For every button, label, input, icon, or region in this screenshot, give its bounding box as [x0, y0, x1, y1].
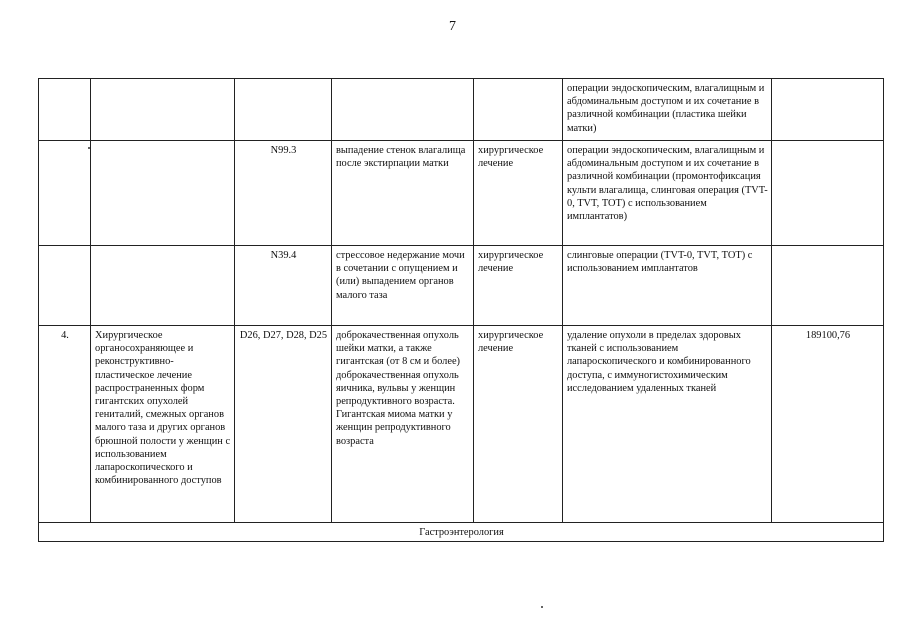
icd-code: N39.4 [235, 246, 332, 326]
patient-model: стрессовое недержание мочи в сочетании с опущением и (или) выпадением органов малого таза [332, 246, 474, 326]
patient-model [332, 79, 474, 141]
table-row [39, 79, 884, 141]
treatment-method: операции эндоскопическим, влагалищным и абдоминальным доступом и их сочетание в различной комбинации (промонтофиксация культи влагалища, слинговая операция (TVT-0, TVT, ТОТ) с использованием имплантатов) [563, 141, 772, 246]
treatment-type: хирургическое лечение [474, 141, 563, 246]
scan-speck [88, 147, 90, 149]
page-number: 7 [449, 19, 456, 34]
medical-care-table [38, 78, 884, 542]
icd-code [235, 79, 332, 141]
treatment-method: операции эндоскопическим, влагалищным и абдоминальным доступом и их сочетание в различной комбинации (пластика шейки матки) [563, 79, 772, 141]
care-type-name [91, 141, 235, 246]
care-type-name [91, 246, 235, 326]
cost [772, 79, 884, 141]
scan-speck [541, 606, 543, 608]
treatment-type: хирургическое лечение [474, 326, 563, 523]
table-row [39, 246, 884, 326]
patient-model: выпадение стенок влагалища после экстирпации матки [332, 141, 474, 246]
cost [772, 141, 884, 246]
row-number [39, 141, 91, 246]
table-row [39, 326, 884, 523]
treatment-method: удаление опухоли в пределах здоровых тканей с использованием лапароскопического и комбинированного доступа, с иммуногистохимическим исследованием удаленных тканей [563, 326, 772, 523]
section-title: Гастроэнтерология [39, 523, 884, 542]
table-row [39, 141, 884, 246]
section-header-row [39, 523, 884, 542]
cost: 189100,76 [772, 326, 884, 523]
row-number [39, 246, 91, 326]
care-type-name: Хирургическое органосохраняющее и реконструктивно-пластическое лечение распространенных форм гигантских опухолей гениталий, смежных органов малого таза и других органов брюшной полости у женщин с использованием лапароскопического и комбинированного доступов [91, 326, 235, 523]
treatment-method: слинговые операции (TVT-0, TVT, ТОТ) с использованием имплантатов [563, 246, 772, 326]
treatment-type: хирургическое лечение [474, 246, 563, 326]
row-number: 4. [39, 326, 91, 523]
cost [772, 246, 884, 326]
patient-model: доброкачественная опухоль шейки матки, а также гигантская (от 8 см и более) доброкачественная опухоль яичника, вульвы у женщин репродуктивного возраста. Гигантская миома матки у женщин репродуктивного возраста [332, 326, 474, 523]
icd-code: N99.3 [235, 141, 332, 246]
row-number [39, 79, 91, 141]
care-type-name [91, 79, 235, 141]
treatment-type [474, 79, 563, 141]
icd-code: D26, D27, D28, D25 [235, 326, 332, 523]
